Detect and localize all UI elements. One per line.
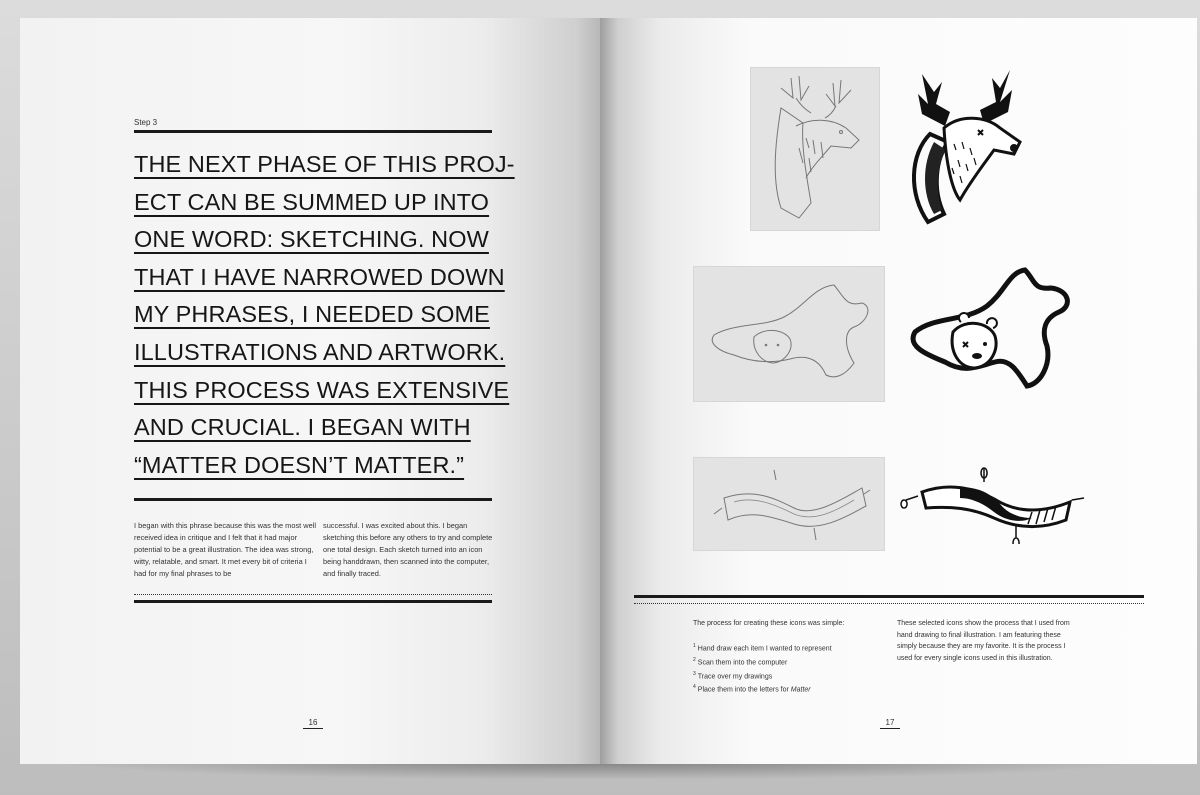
right-thick-rule [634, 595, 1144, 598]
flying-carpet-sketch-drawing [694, 458, 884, 550]
headline-line: THE NEXT PHASE OF THIS PROJ- [134, 151, 515, 177]
process-step: $^4$ Place them into the letters for Matter [693, 684, 811, 694]
dotted-rule [134, 594, 492, 595]
body-column-2: successful. I was excited about this. I began sketching this before any others to try and complete one total design. Each sketch turned into an icon being handdrawn, then scanned into the computer, and finally traced. [323, 521, 493, 578]
flying-carpet-sketch [693, 457, 885, 551]
moose-sketch-drawing [751, 68, 879, 230]
top-rule [134, 130, 492, 133]
bear-rug-sketch-drawing [694, 267, 884, 401]
bottom-rule [134, 600, 492, 603]
headline-line: THAT I HAVE NARROWED DOWN [134, 263, 505, 290]
page-number: 17 [880, 718, 900, 729]
process-step: $^1$ Hand draw each item I wanted to represent [693, 643, 832, 653]
moose-icon-drawing [900, 64, 1030, 232]
left-page [20, 18, 600, 764]
flying-carpet-icon [900, 464, 1090, 544]
headline-line: ONE WORD: SKETCHING. NOW [134, 226, 489, 253]
headline-line: MY PHRASES, I NEEDED SOME [134, 301, 490, 328]
right-page [600, 18, 1197, 764]
headline-line: THIS PROCESS WAS EXTENSIVE [134, 376, 510, 403]
process-steps [693, 641, 893, 696]
page-number: 16 [303, 718, 323, 729]
moose-sketch [750, 67, 880, 231]
headline-line: ILLUSTRATIONS AND ARTWORK. [134, 338, 506, 365]
right-dotted-rule [634, 603, 1144, 604]
process-step: $^2$ Scan them into the computer [693, 656, 788, 667]
headline-line: ECT CAN BE SUMMED UP INTO [134, 188, 490, 215]
process-description: These selected icons show the process that I used from hand drawing to final illustration. I am featuring these simply because they are my favorite. It is the process I used for every single icons used in this illustration. [897, 620, 1070, 662]
process-intro: The process for creating these icons was simple: [693, 620, 845, 627]
process-step: $^3$ Trace over my drawings [693, 670, 773, 680]
step-label: Step 3 [134, 118, 158, 127]
bear-rug-icon [905, 266, 1080, 396]
headline-line: “MATTER DOESN’T MATTER.” [134, 451, 465, 478]
headline [134, 146, 515, 484]
headline-line: AND CRUCIAL. I BEGAN WITH [134, 414, 471, 441]
bear-rug-icon-drawing [905, 266, 1080, 396]
headline-bottom-rule [134, 498, 492, 501]
body-column-1: I began with this phrase because this was the most well received idea in critique and I felt that it had major potential to be a great illustration. The idea was strong, witty, relatable, and smart. It met every bit of criteria I had for my final phrases to be [134, 521, 316, 578]
moose-icon [900, 64, 1030, 232]
flying-carpet-icon-drawing [900, 464, 1090, 544]
bear-rug-sketch [693, 266, 885, 402]
